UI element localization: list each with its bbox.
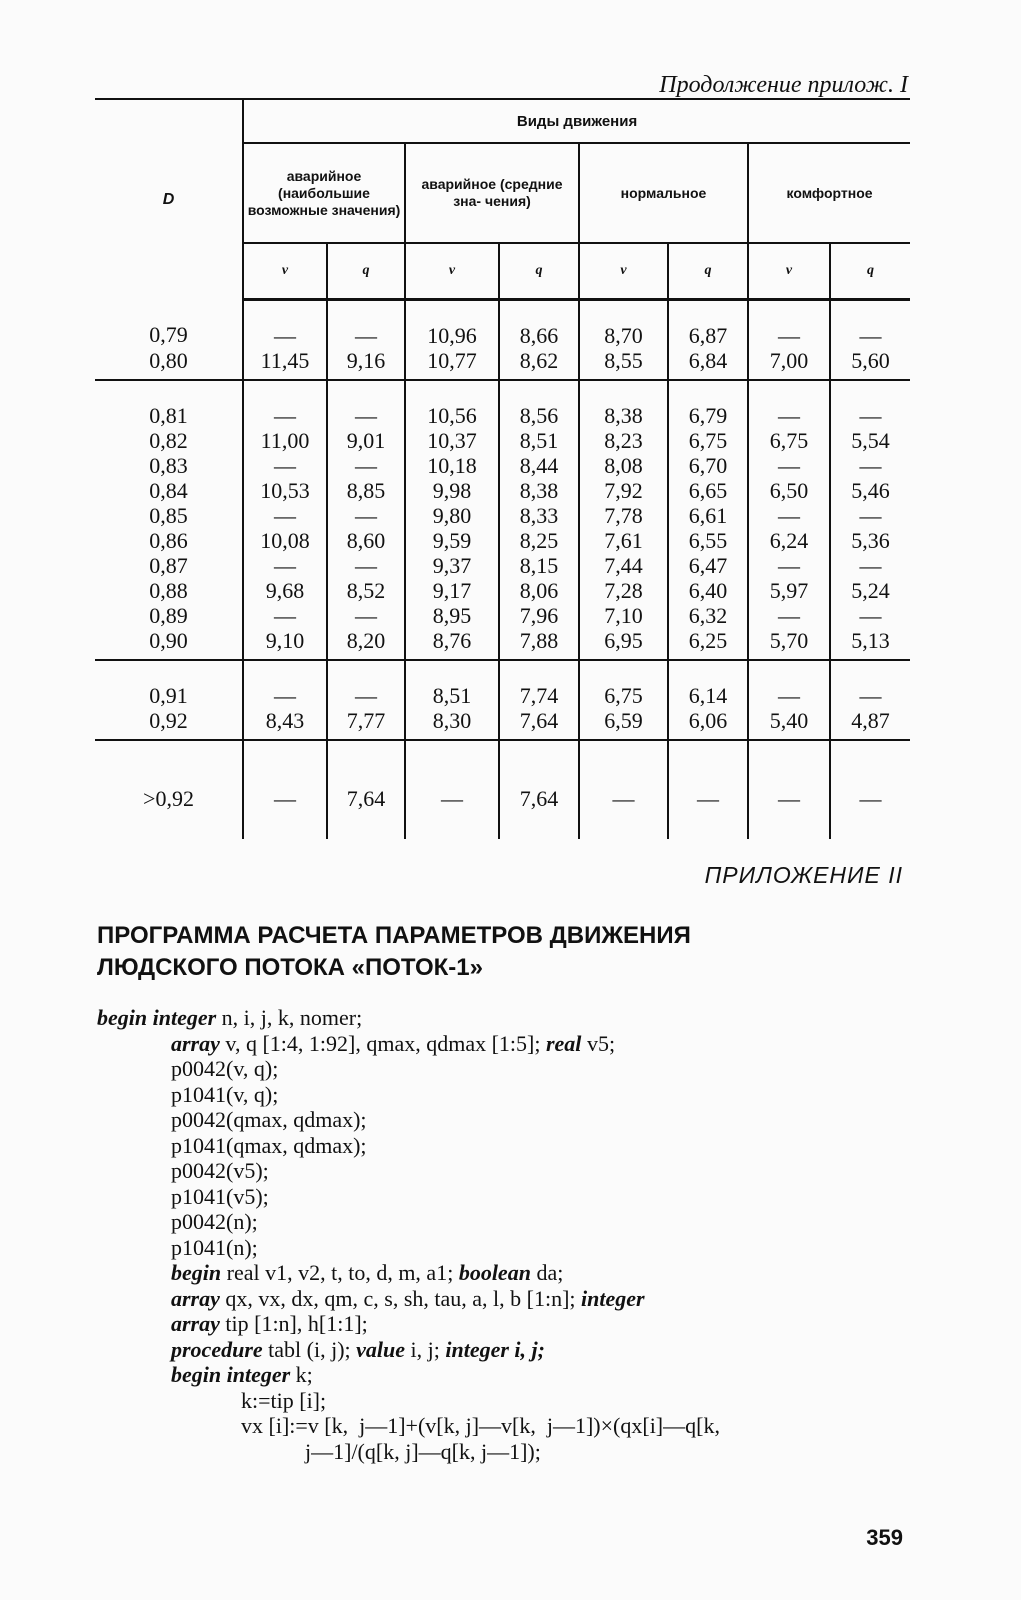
table-cell: —: [579, 740, 668, 839]
code-text: tabl (i, j);: [262, 1336, 357, 1362]
table-cell: 8,08: [579, 453, 668, 478]
table-cell: 8,33: [499, 503, 579, 528]
vq-header: v: [748, 243, 830, 300]
code-line: [97, 1439, 927, 1465]
vq-header: q: [830, 243, 910, 300]
table-row: [95, 453, 910, 478]
d-value: 0,83: [149, 453, 188, 478]
table-cell: 6,84: [668, 348, 748, 380]
table-cell: 5,54: [830, 428, 910, 453]
table-cell: 6,61: [668, 503, 748, 528]
table-cell: 6,75: [748, 428, 830, 453]
table-cell: 6,59: [579, 708, 668, 740]
table-cell: 6,55: [668, 528, 748, 553]
code-line: [97, 1133, 927, 1159]
table-row: [95, 578, 910, 603]
table-cell: —: [748, 740, 830, 839]
table-cell: —: [830, 503, 910, 528]
table-cell: 8,62: [499, 348, 579, 380]
table-cell: 7,64: [499, 708, 579, 740]
code-text: qx, vx, dx, qm, c, s, sh, tau, a, l, b [1:n];: [219, 1285, 582, 1311]
table-row: [95, 428, 910, 453]
table-cell: 10,18: [405, 453, 499, 478]
table-row: [95, 553, 910, 578]
code-text: p1041(v5);: [171, 1183, 269, 1209]
table-cell: 8,95: [405, 603, 499, 628]
table-cell: 8,55: [579, 348, 668, 380]
movement-types-header: Виды движения: [243, 99, 910, 143]
table-cell: 6,70: [668, 453, 748, 478]
table-cell: 5,97: [748, 578, 830, 603]
code-keyword: integer: [581, 1285, 645, 1311]
code-text: tip [1:n], h[1:1];: [219, 1311, 368, 1336]
table-cell: 11,45: [243, 348, 327, 380]
code-keyword: integer i, j;: [445, 1336, 545, 1362]
code-line: [97, 1056, 927, 1082]
table-cell: 6,87: [668, 300, 748, 349]
table-cell: 10,37: [405, 428, 499, 453]
table-cell: —: [243, 553, 327, 578]
table-cell: 6,25: [668, 628, 748, 660]
program-title-line1: ПРОГРАММА РАСЧЕТА ПАРАМЕТРОВ ДВИЖЕНИЯ: [97, 922, 691, 949]
code-text: i, j;: [405, 1336, 446, 1362]
d-value: 0,87: [149, 553, 188, 578]
table-cell: 7,00: [748, 348, 830, 380]
table-cell: 7,44: [579, 553, 668, 578]
table-cell: 6,79: [668, 380, 748, 428]
code-keyword: array: [171, 1030, 220, 1056]
table-cell: —: [243, 740, 327, 839]
code-keyword: begin: [171, 1260, 222, 1285]
table-cell: 6,24: [748, 528, 830, 553]
table-cell: 6,40: [668, 578, 748, 603]
d-value: 0,85: [149, 503, 188, 528]
code-line: [97, 1031, 927, 1057]
code-line: [97, 1235, 927, 1261]
table-cell: 8,38: [579, 380, 668, 428]
table-cell: —: [748, 553, 830, 578]
table-cell: —: [748, 660, 830, 708]
table-cell: 8,44: [499, 453, 579, 478]
table-cell: —: [748, 380, 830, 428]
data-table: [95, 98, 910, 839]
program-code: [97, 1005, 927, 1464]
table-cell: —: [327, 300, 405, 349]
table-cell: —: [243, 380, 327, 428]
code-text: k:=tip [i];: [241, 1387, 327, 1413]
table-cell: —: [830, 453, 910, 478]
d-value: 0,80: [95, 348, 243, 380]
code-line: [97, 1388, 927, 1414]
table-cell: 7,78: [579, 503, 668, 528]
table-cell: —: [327, 603, 405, 628]
table-cell: 5,40: [748, 708, 830, 740]
code-line: [97, 1209, 927, 1235]
d-value: >0,92: [143, 785, 194, 811]
code-line: [97, 1260, 927, 1286]
table-cell: 4,87: [830, 708, 910, 740]
table-cell: 11,00: [243, 428, 327, 453]
table-cell: 5,70: [748, 628, 830, 660]
program-title-line2: ЛЮДСКОГО ПОТОКА «ПОТОК-1»: [97, 954, 483, 981]
table-cell: 8,51: [405, 660, 499, 708]
table-cell: 8,85: [327, 478, 405, 503]
table-cell: 10,56: [405, 380, 499, 428]
page-number: 359: [866, 1525, 903, 1550]
table-cell: 7,10: [579, 603, 668, 628]
table-cell: 6,50: [748, 478, 830, 503]
subheader-normal: нормальное: [579, 143, 748, 243]
table-row: [95, 740, 910, 839]
code-line: [97, 1337, 927, 1363]
code-line: [97, 1158, 927, 1184]
table-cell: 8,23: [579, 428, 668, 453]
table-cell: —: [243, 503, 327, 528]
table-cell: 9,80: [405, 503, 499, 528]
appendix-label: ПРИЛОЖЕНИЕ II: [704, 862, 903, 888]
code-text: p0042(v5);: [171, 1158, 269, 1183]
table-cell: —: [830, 380, 910, 428]
code-text: j—1]/(q[k, j]—q[k, j—1]);: [305, 1438, 541, 1464]
table-cell: 8,70: [579, 300, 668, 349]
table-cell: 7,96: [499, 603, 579, 628]
table-cell: 10,77: [405, 348, 499, 380]
table-cell: 8,76: [405, 628, 499, 660]
code-text: da;: [530, 1260, 564, 1285]
d-value: 0,79: [149, 322, 188, 348]
table-cell: 5,36: [830, 528, 910, 553]
table-cell: 9,68: [243, 578, 327, 603]
code-text: p1041(v, q);: [171, 1081, 279, 1107]
code-keyword: begin integer: [97, 1005, 217, 1030]
table-row: [95, 660, 910, 708]
table-cell: 6,75: [668, 428, 748, 453]
table-cell: —: [327, 380, 405, 428]
table-cell: 7,64: [327, 740, 405, 839]
d-value: 0,88: [149, 578, 188, 603]
table-cell: 8,51: [499, 428, 579, 453]
table-cell: —: [405, 740, 499, 839]
subheader-comfort: комфортное: [748, 143, 910, 243]
code-text: n, i, j, k, nomer;: [216, 1005, 363, 1030]
table-cell: 8,60: [327, 528, 405, 553]
table-cell: —: [830, 660, 910, 708]
code-keyword: boolean: [458, 1260, 531, 1285]
code-text: k;: [290, 1362, 313, 1387]
table-cell: 6,06: [668, 708, 748, 740]
d-value: 0,91: [149, 683, 188, 708]
subheader-emergency-max: аварийное (наибольшие возможные значения): [243, 143, 405, 243]
table-cell: 8,30: [405, 708, 499, 740]
code-text: p0042(qmax, qdmax);: [171, 1107, 367, 1132]
table-cell: 9,17: [405, 578, 499, 603]
table-cell: 8,38: [499, 478, 579, 503]
code-keyword: array: [171, 1311, 220, 1336]
vq-header: v: [579, 243, 668, 300]
code-keyword: real: [545, 1030, 582, 1056]
table-cell: —: [668, 740, 748, 839]
code-line: [97, 1005, 927, 1031]
code-keyword: value: [356, 1336, 406, 1362]
d-value: 0,90: [95, 628, 243, 660]
table-cell: —: [748, 603, 830, 628]
table-cell: 5,46: [830, 478, 910, 503]
table-cell: 5,60: [830, 348, 910, 380]
code-text: p0042(n);: [171, 1209, 258, 1234]
table-row: [95, 528, 910, 553]
code-keyword: begin integer: [171, 1362, 291, 1387]
code-text: real v1, v2, t, to, d, m, a1;: [221, 1260, 459, 1285]
code-text: vx [i]:=v [k, j—1]+(v[k, j]—v[k, j—1])×(qx[i]—q[k,: [241, 1413, 720, 1438]
table-cell: 9,98: [405, 478, 499, 503]
table-cell: 9,16: [327, 348, 405, 380]
table-cell: 6,14: [668, 660, 748, 708]
table-cell: —: [327, 503, 405, 528]
program-title: [97, 920, 857, 984]
table-cell: —: [327, 660, 405, 708]
vq-header: q: [327, 243, 405, 300]
table-cell: 8,25: [499, 528, 579, 553]
d-value: 0,86: [149, 528, 188, 553]
table-cell: —: [830, 300, 910, 349]
table-row: [95, 478, 910, 503]
table-cell: 6,32: [668, 603, 748, 628]
code-line: [97, 1107, 927, 1133]
table-cell: 6,65: [668, 478, 748, 503]
code-text: v, q [1:4, 1:92], qmax, qdmax [1:5];: [219, 1030, 546, 1056]
table-cell: 8,66: [499, 300, 579, 349]
vq-header: q: [499, 243, 579, 300]
table-cell: 5,13: [830, 628, 910, 660]
table-cell: 8,43: [243, 708, 327, 740]
code-text: p1041(qmax, qdmax);: [171, 1132, 367, 1158]
table-row: [95, 503, 910, 528]
table-cell: —: [243, 453, 327, 478]
code-text: p0042(v, q);: [171, 1056, 279, 1081]
table-cell: 8,06: [499, 578, 579, 603]
table-cell: 7,74: [499, 660, 579, 708]
d-column-header: D: [162, 190, 175, 208]
table-cell: 9,59: [405, 528, 499, 553]
table-row: [95, 300, 910, 349]
table-row: [95, 348, 910, 380]
table-cell: —: [830, 603, 910, 628]
table-cell: —: [327, 453, 405, 478]
table-cell: 9,10: [243, 628, 327, 660]
table-cell: —: [748, 503, 830, 528]
code-keyword: array: [171, 1285, 220, 1311]
table-cell: —: [830, 740, 910, 839]
table-row: [95, 708, 910, 740]
table-cell: —: [243, 300, 327, 349]
table-cell: —: [327, 553, 405, 578]
table-cell: 8,52: [327, 578, 405, 603]
d-value: 0,89: [149, 603, 188, 628]
table-cell: 7,77: [327, 708, 405, 740]
code-line: [97, 1184, 927, 1210]
table-cell: 9,01: [327, 428, 405, 453]
table-row: [95, 380, 910, 428]
table-cell: 8,56: [499, 380, 579, 428]
table-cell: 8,20: [327, 628, 405, 660]
table-cell: 7,92: [579, 478, 668, 503]
d-value: 0,92: [95, 708, 243, 740]
code-text: p1041(n);: [171, 1234, 258, 1260]
table-cell: 10,96: [405, 300, 499, 349]
table-cell: 7,28: [579, 578, 668, 603]
table-cell: 6,75: [579, 660, 668, 708]
table-cell: 10,53: [243, 478, 327, 503]
d-value: 0,81: [149, 403, 188, 428]
subheader-emergency-avg: аварийное (средние зна- чения): [405, 143, 579, 243]
vq-header: v: [405, 243, 499, 300]
code-line: [97, 1413, 927, 1439]
code-text: v5;: [581, 1030, 616, 1056]
d-value: 0,84: [149, 478, 188, 503]
table-cell: 9,37: [405, 553, 499, 578]
table-cell: —: [243, 603, 327, 628]
code-line: [97, 1286, 927, 1312]
vq-header: v: [243, 243, 327, 300]
table-row: [95, 603, 910, 628]
continuation-header: Продолжение прилож. I: [659, 72, 908, 98]
vq-header: q: [668, 243, 748, 300]
code-line: [97, 1311, 927, 1337]
table-cell: —: [243, 660, 327, 708]
table-cell: 7,64: [499, 740, 579, 839]
table-cell: 5,24: [830, 578, 910, 603]
table-cell: —: [748, 300, 830, 349]
table-cell: —: [748, 453, 830, 478]
d-value: 0,82: [149, 428, 188, 453]
table-cell: 7,88: [499, 628, 579, 660]
table-cell: 7,61: [579, 528, 668, 553]
table-cell: 10,08: [243, 528, 327, 553]
code-line: [97, 1082, 927, 1108]
table-cell: —: [830, 553, 910, 578]
table-row: [95, 628, 910, 660]
table-cell: 8,15: [499, 553, 579, 578]
code-line: [97, 1362, 927, 1388]
table-cell: 6,95: [579, 628, 668, 660]
table-cell: 6,47: [668, 553, 748, 578]
code-keyword: procedure: [171, 1336, 263, 1362]
